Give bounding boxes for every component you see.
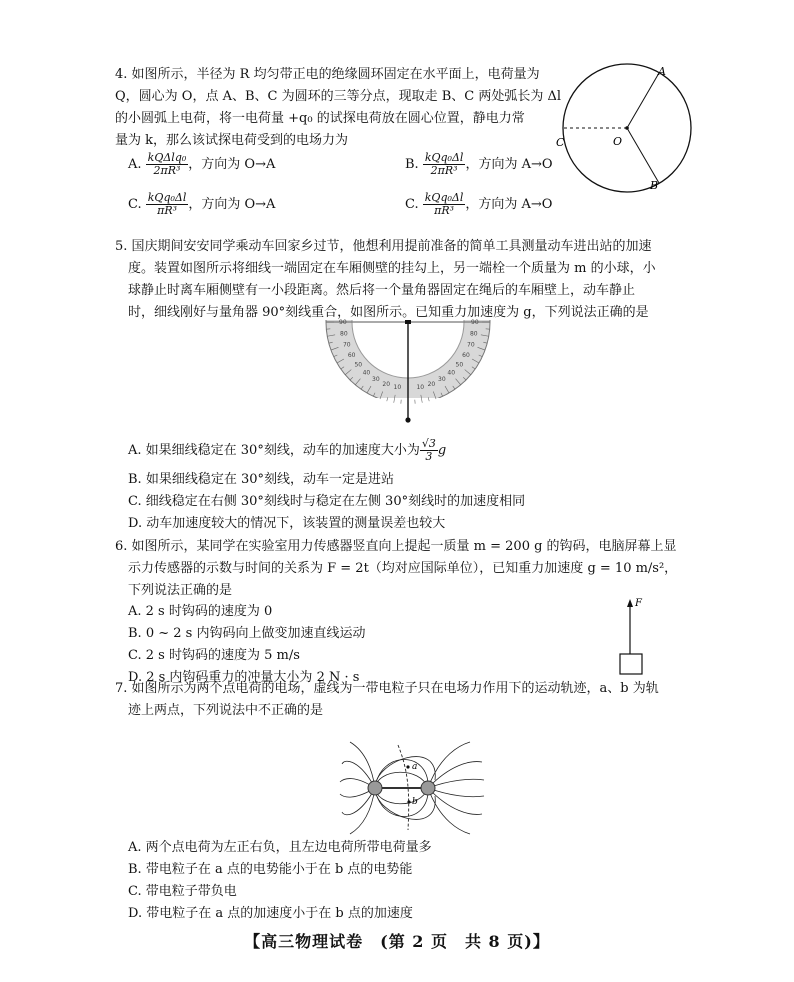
q7-option-a: A. 两个点电荷为左正右负，且左边电荷所带电荷量多 bbox=[128, 840, 432, 855]
radius-oa bbox=[627, 73, 659, 128]
protractor-tick-label: 20 bbox=[427, 381, 436, 389]
hook bbox=[405, 320, 411, 324]
q7-option-b: B. 带电粒子在 a 点的电势能小于在 b 点的电势能 bbox=[128, 862, 413, 877]
q7-option-d: D. 带电粒子在 a 点的加速度小于在 b 点的加速度 bbox=[128, 906, 413, 921]
protractor-tick-label: 30 bbox=[438, 376, 446, 384]
protractor-tick-label: 60 bbox=[347, 352, 356, 359]
q4-line-4: 量为 k，那么该试探电荷受到的电场力为 bbox=[115, 133, 349, 148]
label-point-b: b bbox=[412, 797, 418, 807]
page-footer: 【高三物理试卷 (第 2 页 共 8 页)】 bbox=[244, 932, 550, 951]
q6-line-2: 示力传感器的示数与时间的关系为 F = 2t（均对应国际单位），已知重力加速度 g = 10 m/s²， bbox=[128, 561, 678, 576]
q6-option-c: C. 2 s 时钩码的速度为 5 m/s bbox=[128, 648, 300, 663]
left-charge bbox=[368, 781, 382, 795]
q7-line-1: 7. 如图所示为两个点电荷的电场，虚线为一带电粒子只在电场力作用下的运动轨迹，a、b 为轨 bbox=[115, 681, 659, 696]
protractor-tick-label: 90 bbox=[339, 319, 347, 326]
protractor-tick-label: 80 bbox=[469, 330, 478, 338]
protractor-tick-label: 90 bbox=[471, 319, 479, 326]
protractor-tick-label: 80 bbox=[340, 330, 348, 338]
label-a: A bbox=[658, 65, 666, 78]
protractor-tick-label: 10 bbox=[393, 383, 402, 391]
protractor-tick-label: 50 bbox=[455, 361, 464, 369]
q6-option-b: B. 0 ~ 2 s 内钩码向上做变加速直线运动 bbox=[128, 626, 366, 641]
q4-line-1: 4. 如图所示，半径为 R 均匀带正电的绝缘圆环固定在水平面上，电荷量为 bbox=[115, 67, 540, 82]
force-arrow-head bbox=[627, 599, 633, 607]
point-b bbox=[407, 800, 410, 803]
q5-option-d: D. 动车加速度较大的情况下，该装置的测量误差也较大 bbox=[128, 516, 446, 531]
q5-line-3: 球静止时离车厢侧壁有一小段距离。然后将一个量角器固定在绳后的车厢壁上，动车静止 bbox=[128, 283, 636, 298]
protractor-tick-label: 70 bbox=[342, 341, 351, 349]
weight-block bbox=[620, 654, 642, 674]
q4-line-3: 的小圆弧上电荷，将一电荷量 +q₀ 的试探电荷放在圆心位置，静电力常 bbox=[115, 111, 525, 126]
q6-line-3: 下列说法正确的是 bbox=[128, 583, 233, 598]
q6-line-1: 6. 如图所示，某同学在实验室用力传感器竖直向上提起一质量 m = 200 g 的钩码，电脑屏幕上显 bbox=[115, 539, 677, 554]
protractor-tick-label: 50 bbox=[354, 361, 363, 369]
q4-option-d: C. $\frac{\text{kQq₀Δl}}{\text{πR³}}$ ，方向为 A→O bbox=[405, 191, 553, 217]
label-c: C bbox=[556, 136, 565, 149]
q5-line-1: 5. 国庆期间安安同学乘动车回家乡过节，他想利用提前准备的简单工具测量动车进出站的加速 bbox=[115, 239, 652, 254]
protractor-tick-label: 20 bbox=[382, 381, 391, 389]
hanging-ball bbox=[405, 417, 410, 422]
q7-option-c: C. 带电粒子带负电 bbox=[128, 884, 237, 899]
protractor-tick-label: 10 bbox=[416, 383, 425, 391]
protractor-figure bbox=[322, 320, 494, 426]
radius-ob bbox=[627, 128, 659, 183]
q4-option-b: B. $\frac{\text{kQq₀Δl}}{\text{2πR³}}$ ，方向为 A→O bbox=[405, 151, 553, 177]
protractor-tick-label: 70 bbox=[467, 341, 475, 349]
ring-figure bbox=[556, 55, 700, 200]
q6-option-a: A. 2 s 时钩码的速度为 0 bbox=[128, 604, 273, 619]
q4-option-a: A. $\frac{\text{kQΔlq₀}}{\text{2πR³}}$ ，方向为 O→A bbox=[128, 151, 276, 177]
protractor-tick-label: 40 bbox=[362, 369, 371, 377]
q5-option-c: C. 细线稳定在右侧 30°刻线时与稳定在左侧 30°刻线时的加速度相同 bbox=[128, 494, 526, 509]
protractor-tick-label: 40 bbox=[447, 369, 456, 377]
protractor-tick-label: 60 bbox=[462, 352, 470, 359]
q4-line-2: Q，圆心为 O，点 A、B、C 为圆环的三等分点，现取走 B、C 两处弧长为 Δl bbox=[115, 89, 562, 104]
right-charge bbox=[421, 781, 435, 795]
label-b: B bbox=[650, 179, 659, 192]
label-o: O bbox=[613, 135, 623, 148]
q6-option-d: D. 2 s 内钩码重力的冲量大小为 2 N · s bbox=[128, 670, 360, 685]
q5-line-4: 时，细线刚好与量角器 90°刻线重合，如图所示。已知重力加速度为 g，下列说法正确的是 bbox=[128, 305, 649, 320]
q5-option-b: B. 如果细线稳定在 30°刻线，动车一定是进站 bbox=[128, 472, 394, 487]
q4-option-c: C. $\frac{\text{kQq₀Δl}}{\text{πR³}}$ ，方向为 O→A bbox=[128, 191, 276, 217]
point-a bbox=[406, 765, 409, 768]
protractor-tick-label: 30 bbox=[372, 376, 380, 384]
force-label: F bbox=[635, 598, 642, 609]
q5-option-a: A. 如果细线稳定在 30°刻线，动车的加速度大小为 $\frac{√3}{3}$ g bbox=[128, 437, 447, 463]
field-lines-figure bbox=[340, 740, 485, 832]
q5-line-2: 度。装置如图所示将细线一端固定在车厢侧壁的挂勾上，另一端栓一个质量为 m 的小球，小 bbox=[128, 261, 656, 276]
q7-line-2: 迹上两点，下列说法中不正确的是 bbox=[128, 703, 324, 718]
hook-weight-figure bbox=[608, 596, 658, 678]
label-point-a: a bbox=[412, 762, 418, 772]
